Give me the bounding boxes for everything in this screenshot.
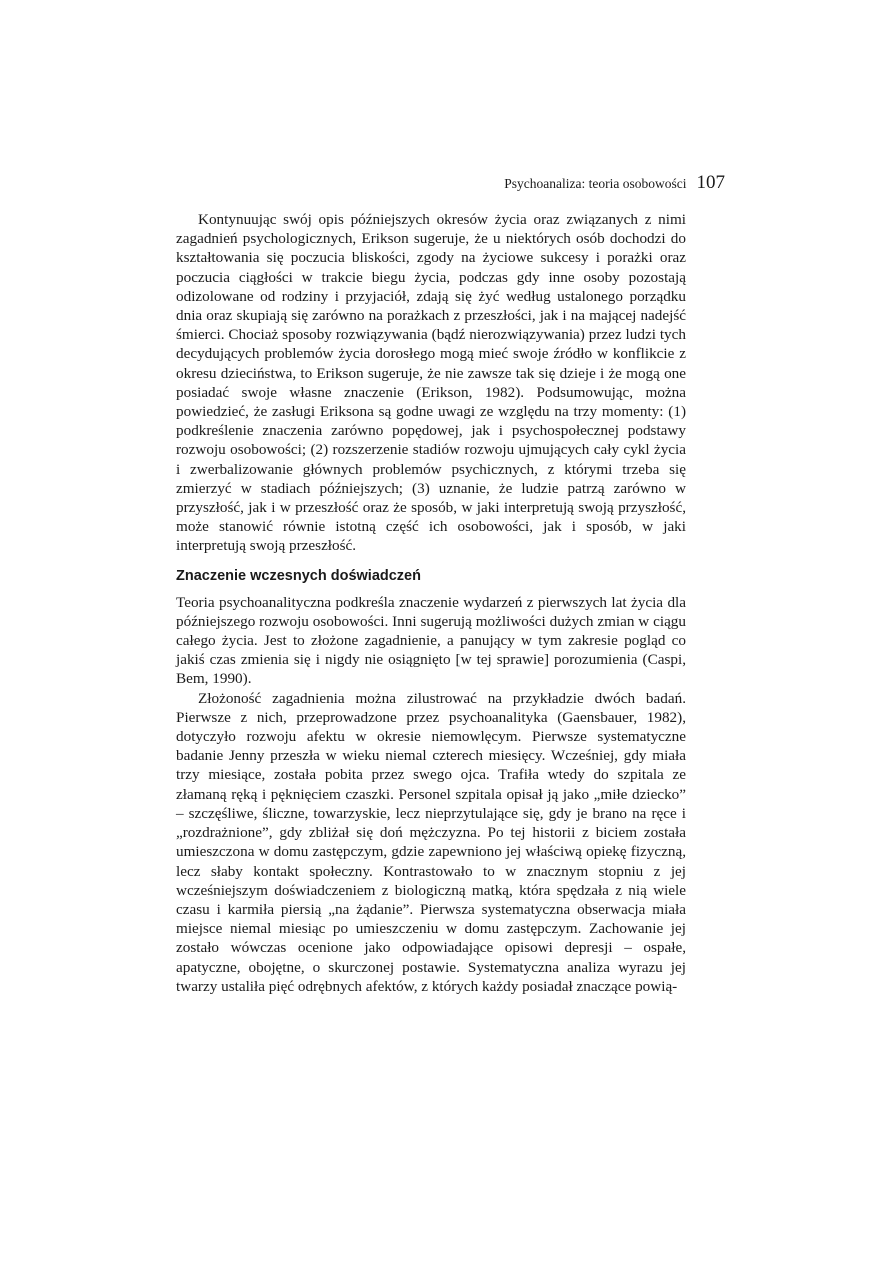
page-header bbox=[504, 172, 725, 194]
paragraph-early-experience: Teoria psychoanalityczna podkreśla znaczenie wydarzeń z pierwszych lat życia dla późniejszego rozwoju osobowości. Inni sugerują możliwości dużych zmian w ciągu całego życia. Jest to złożone zagadnienie, a panujący w tym zakresie pogląd co jakiś czas zmienia się i nigdy nie osiągnięto [w tej sprawie] porozumienia (Caspi, Bem, 1990). bbox=[176, 593, 686, 688]
body-text bbox=[176, 210, 686, 996]
page-number: 107 bbox=[696, 172, 725, 193]
running-title: Psychoanaliza: teoria osobowości bbox=[504, 176, 687, 191]
section-heading: Znaczenie wczesnych doświadczeń bbox=[176, 567, 421, 584]
paragraph-erikson: Kontynuując swój opis późniejszych okresów życia oraz związanych z nimi zagadnień psychologicznych, Erikson sugeruje, że u niektórych osób dochodzi do kształtowania się poczucia bliskości, zgody na życiowe sukcesy i porażki oraz poczucia ciągłości w trakcie biegu życia, podczas gdy inne osoby pozostają odizolowane od rodziny i przyjaciół, zdają się żyć według ustalonego porządku dnia oraz skupiają się zarówno na porażkach z przeszłości, jak i na mającej nadejść śmierci. Chociaż sposoby rozwiązywania (bądź nierozwiązywania) przez ludzi tych decydujących problemów życia dorosłego mogą mieć swoje źródło w konflikcie z okresu dzieciństwa, to Erikson sugeruje, że nie zawsze tak się dzieje i że mogą one posiadać swoje własne znaczenie (Erikson, 1982). Podsumowując, można powiedzieć, że zasługi Eriksona są godne uwagi ze względu na trzy momenty: (1) podkreślenie znaczenia zarówno popędowej, jak i psychospołecznej podstawy rozwoju osobowości; (2) rozszerzenie stadiów rozwoju ujmujących cały cykl życia i zwerbalizowanie głównych problemów psychicznych, z którymi trzeba się zmierzyć w stadiach późniejszych; (3) uznanie, że ludzie patrzą zarówno w przyszłość, jak i w przeszłość oraz że sposób, w jaki interpretują swoją przyszłość, może stanowić równie istotną część ich osobowości, jak i sposób, w jaki interpretują swoją przeszłość. bbox=[176, 211, 686, 555]
paragraph-jenny-study: Złożoność zagadnienia można zilustrować na przykładzie dwóch badań. Pierwsze z nich, przeprowadzone przez psychoanalityka (Gaensbauer, 1982), dotyczyło rozwoju afektu w okresie niemowlęcym. Pierwsze systematyczne badanie Jenny przeszła w wieku niemal czterech miesięcy. Wcześniej, gdy miała trzy miesiące, została pobita przez swego ojca. Trafiła wtedy do szpitala ze złamaną ręką i pęknięciem czaszki. Personel szpitala opisał ją jako „miłe dziecko” – szczęśliwe, śliczne, towarzyskie, lecz nieprzytulające się, gdy je brano na ręce i „rozdrażnione”, gdy zbliżał się doń mężczyzna. Po tej historii z biciem została umieszczona w domu zastępczym, gdzie zapewniono jej właściwą opiekę fizyczną, lecz słaby kontakt społeczny. Kontrastowało to w znacznym stopniu z jej wcześniejszym doświadczeniem z biologiczną matką, która spędzała z nią wiele czasu i karmiła piersią „na żądanie”. Pierwsza systematyczna obserwacja miała miejsce niemal miesiąc po umieszczeniu w domu zastępczym. Zachowanie jej zostało wówczas ocenione jako odpowiadające opisowi depresji – ospałe, apatyczne, obojętne, o skurczonej postawie. Systematyczna analiza wyrazu jej twarzy ustaliła pięć odrębnych afektów, z których każdy posiadał znaczące powią- bbox=[176, 689, 686, 995]
